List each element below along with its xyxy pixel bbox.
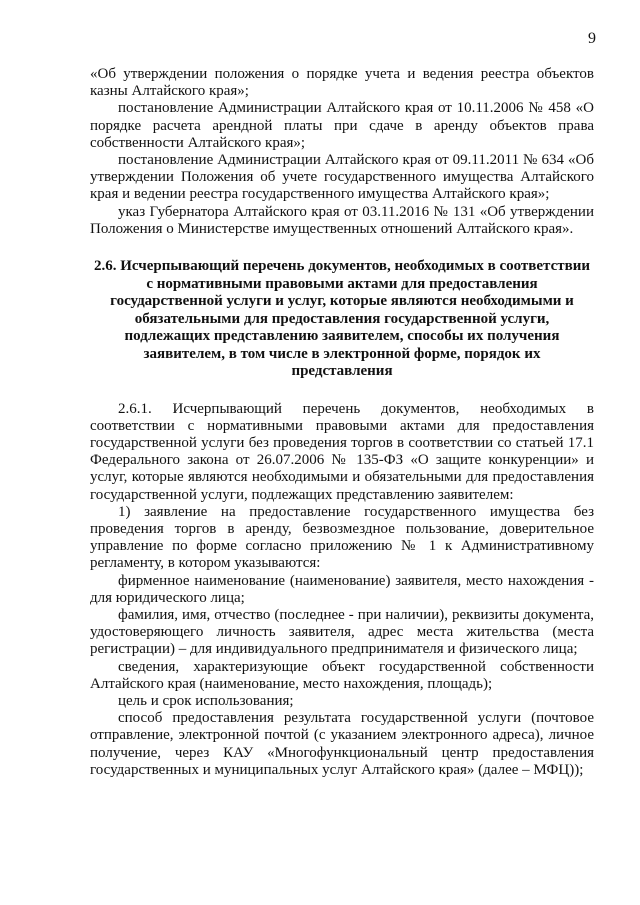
heading-line: обязательными для предоставления государственной услуги, bbox=[134, 310, 550, 327]
paragraph: постановление Администрации Алтайского края от 09.11.2011 № 634 «Об утверждении Положения об учете государственного имущества Алтайского края и ведении реестра государственного имущества Алтайского края»; bbox=[90, 152, 594, 203]
paragraph: цель и срок использования; bbox=[118, 692, 294, 709]
paragraph: 2.6.1. Исчерпывающий перечень документов, необходимых в соответствии с нормативными правовыми актами для предоставления государственной услуги без проведения торгов в соответствии со статьей 17.1 Федерального закона от 26.07.2006 № 135-ФЗ «О защите конкуренции» и услуг, которые являются необходимыми и обязательными для предоставления государственной услуги, подлежащих представлению заявителем: bbox=[90, 400, 594, 503]
heading-line: заявителем, в том числе в электронной форме, порядок их bbox=[143, 345, 541, 362]
heading-line: 2.6. Исчерпывающий перечень документов, необходимых в соответствии bbox=[94, 258, 590, 275]
paragraph: сведения, характеризующие объект государственной собственности Алтайского края (наименование, место нахождения, площадь); bbox=[90, 658, 594, 692]
heading-line: подлежащих представлению заявителем, способы их получения bbox=[124, 328, 560, 345]
document-body bbox=[90, 66, 594, 779]
page-number: 9 bbox=[588, 30, 596, 47]
paragraph: фамилия, имя, отчество (последнее - при наличии), реквизиты документа, удостоверяющего личность заявителя, адрес места жительства (места регистрации) – для индивидуального предпринимателя и физического лица; bbox=[90, 606, 594, 658]
paragraph: способ предоставления результата государственной услуги (почтовое отправление, электронной почтой (с указанием электронного адреса), личное получение, через КАУ «Многофункциональный центр предоставления государственных и муниципальных услуг Алтайского края» (далее – МФЦ)); bbox=[90, 710, 594, 778]
heading-line: с нормативными правовыми актами для предоставления bbox=[146, 275, 538, 292]
paragraph: «Об утверждении положения о порядке учета и ведения реестра объектов казны Алтайского края»; bbox=[90, 66, 594, 100]
section-heading bbox=[90, 258, 594, 381]
paragraph: постановление Администрации Алтайского края от 10.11.2006 № 458 «О порядке расчета арендной платы при сдаче в аренду объектов права собственности Алтайского края»; bbox=[90, 100, 594, 151]
paragraph: фирменное наименование (наименование) заявителя, место нахождения - для юридического лица; bbox=[90, 572, 594, 606]
heading-line: государственной услуги и услуг, которые являются необходимыми и bbox=[110, 293, 574, 310]
heading-line: представления bbox=[291, 363, 393, 380]
paragraph: указ Губернатора Алтайского края от 03.11.2016 № 131 «Об утверждении Положения о Министерстве имущественных отношений Алтайского края». bbox=[90, 203, 594, 237]
paragraph: 1) заявление на предоставление государственного имущества без проведения торгов в аренду, безвозмездное пользование, доверительное управление по форме согласно приложению № 1 к Административному регламенту, в котором указываются: bbox=[90, 503, 594, 572]
